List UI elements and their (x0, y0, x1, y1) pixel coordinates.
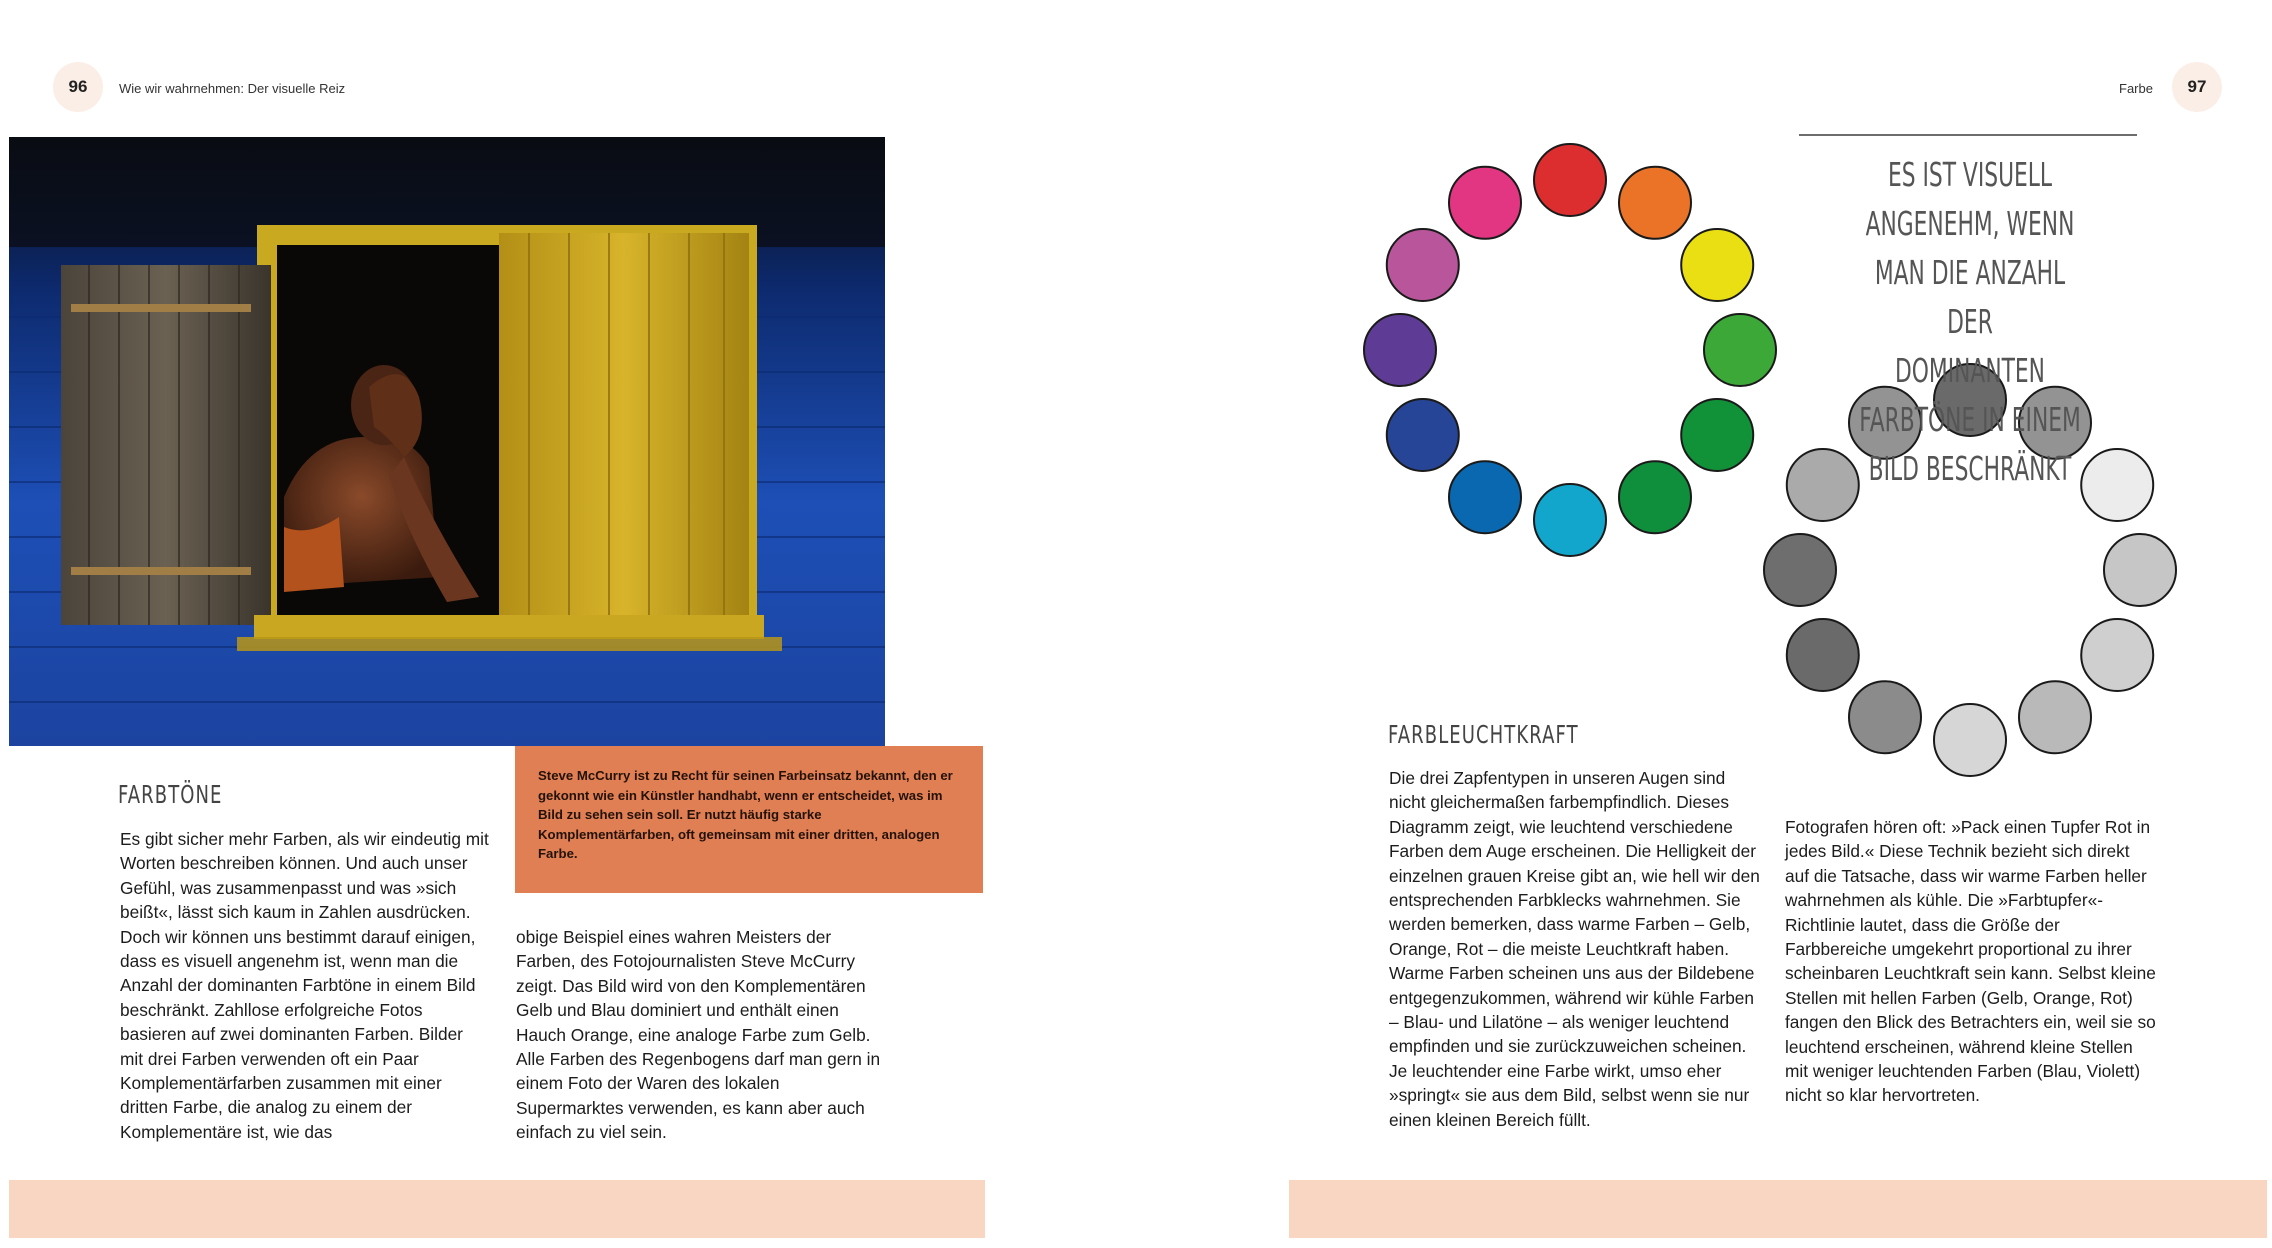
hue-circle-7 (1534, 484, 1606, 556)
gray-circle-10 (1764, 534, 1836, 606)
hue-circle-1 (1534, 144, 1606, 216)
gray-circle-8 (1849, 681, 1921, 753)
gray-circle-9 (1787, 619, 1859, 691)
hue-color-wheel (1350, 130, 1790, 570)
gray-circle-4 (2104, 534, 2176, 606)
paragraph: obige Beispiel eines wahren Meisters der Farben, des Fotojournalisten Steve McCurry zeigt. Das Bild wird von den Komplementären Gelb und Blau dominiert und enthält einen Hauch Orange, eine analoge Farbe zum Gelb. Alle Farben des Regenbogens darf man gern in einem Foto der Waren des lokalen Supermarktes verwenden, es kann aber auch einfach zu viel sein. (516, 927, 881, 1143)
paragraph: Es gibt sicher mehr Farben, als wir eindeutig mit Worten beschreiben können. Und auch unser Gefühl, was zusammenpasst und was »sich beißt«, lässt sich kaum in Zahlen ausdrücken. Doch wir können uns bestimmt darauf einigen, dass es visuell angenehm ist, wenn man die Anzahl der dominanten Farbtöne in einem Bild beschränkt. Zahllose erfolgreiche Fotos basieren auf zwei dominanten Farben. Bilder mit drei Farben verwenden oft ein Paar Komplementärfarben zusammen mit einer dritten Farbe, die analog zu einem der Komplementäre ist, wie das (120, 829, 489, 1142)
paragraph: Fotografen hören oft: »Pack einen Tupfer Rot in jedes Bild.« Diese Technik bezieht sich direkt auf die Tatsache, dass wir warme Farben heller wahrnehmen als kühle. Die »Farbtupfer«-Richtlinie lautet, dass die Größe der Farbbereiche umgekehrt proportional zu ihrer scheinbaren Leuchtkraft sein kann. Selbst kleine Stellen mit hellen Farben (Gelb, Orange, Rot) fangen den Blick des Betrachters ein, weil sie so leuchtend erscheinen, während kleine Stellen mit weniger leuchtenden Farben (Blau, Violett) nicht so klar hervortreten. (1785, 817, 2156, 1106)
pull-quote-rule (1799, 134, 2137, 136)
running-head-right: Farbe (2119, 81, 2153, 96)
heading-farbleuchtkraft: FARBLEUCHTKRAFT (1388, 720, 1579, 749)
photo-caption: Steve McCurry ist zu Recht für seinen Farbeinsatz bekannt, den er gekonnt wie ein Künstler handhabt, wenn er entscheidet, was im Bild zu sehen sein soll. Er nutzt häufig starke Komplementärfarben, oft gemeinsam mit einer dritten, analogen Farbe. (515, 746, 983, 893)
hue-circle-11 (1387, 229, 1459, 301)
gray-circle-5 (2081, 619, 2153, 691)
gray-circle-3 (2081, 449, 2153, 521)
footer-bar-left (9, 1180, 985, 1238)
gray-circle-11 (1787, 449, 1859, 521)
photo-window (9, 137, 885, 746)
page-number-right: 97 (2172, 62, 2222, 112)
hue-circle-12 (1449, 167, 1521, 239)
hue-circle-5 (1681, 399, 1753, 471)
body-column-2-right (1785, 815, 2157, 1108)
hue-circle-9 (1387, 399, 1459, 471)
heading-farbtoene: FARBTÖNE (118, 780, 223, 809)
gray-circle-6 (2019, 681, 2091, 753)
hue-circle-2 (1619, 167, 1691, 239)
running-head-left: Wie wir wahrnehmen: Der visuelle Reiz (119, 81, 346, 96)
photo-illustration (9, 137, 885, 746)
gray-circle-7 (1934, 704, 2006, 776)
hue-circle-8 (1449, 461, 1521, 533)
hue-circle-10 (1364, 314, 1436, 386)
hue-circle-6 (1619, 461, 1691, 533)
pull-quote: ES IST VISUELL ANGENEHM, WENN MAN DIE ANZAHL DER DOMINANTEN FARBTÖNE IN EINEM BILD BESCHRÄNKT (1859, 155, 2081, 488)
hue-circle-3 (1681, 229, 1753, 301)
footer-bar-right (1289, 1180, 2267, 1238)
page-number-left: 96 (53, 62, 103, 112)
body-column-2-left (516, 925, 886, 1145)
body-column-1-left (120, 827, 490, 1144)
body-column-1-right (1389, 766, 1764, 1132)
paragraph: Die drei Zapfentypen in unseren Augen sind nicht gleichermaßen farbempfindlich. Dieses Diagramm zeigt, wie leuchtend verschiedene Farben dem Auge erscheinen. Die Helligkeit der einzelnen grauen Kreise gibt an, wie hell wir den entsprechenden Farbklecks wahrnehmen. Sie werden bemerken, dass warme Farben – Gelb, Orange, Rot – die meiste Leuchtkraft haben. Warme Farben scheinen uns aus der Bildebene entgegenzukommen, während wir kühle Farben – Blau- und Lilatöne – als weniger leuchtend empfinden und sie zurückzuweichen scheinen. Je leuchtender eine Farbe wirkt, umso eher »springt« sie aus dem Bild, selbst wenn sie nur einen kleinen Bereich füllt. (1389, 768, 1760, 1130)
